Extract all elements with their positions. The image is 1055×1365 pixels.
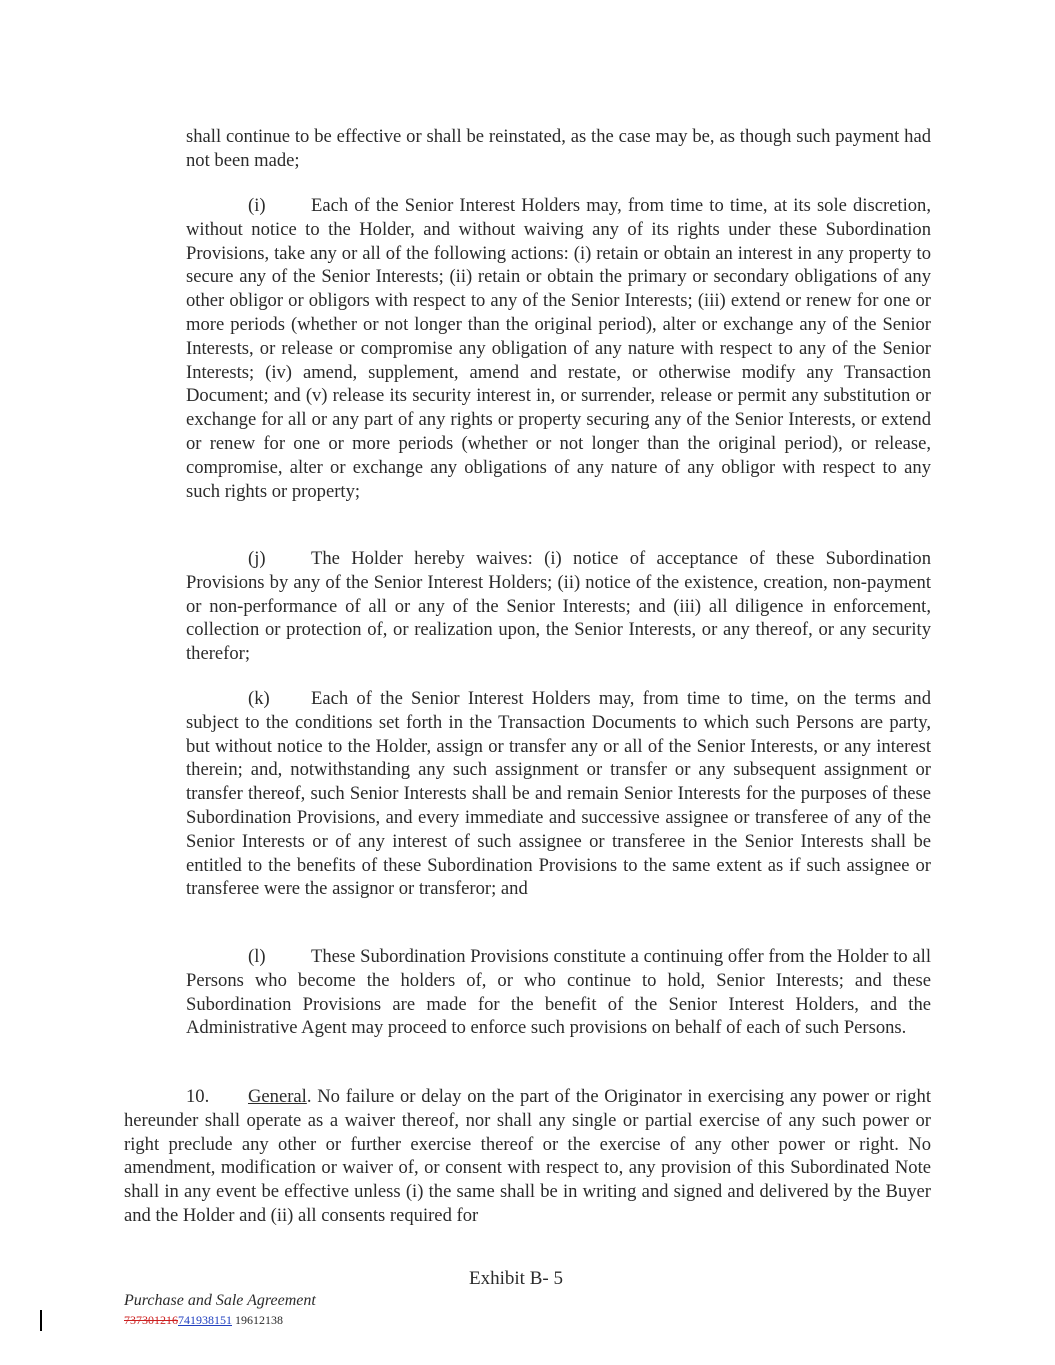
section-10-text: No failure or delay on the part of the Originator in exercising any power or right hereunder shall operate as a waiver thereof, nor shall any single or partial exercise of any such power or right preclude any other or further exercise thereof or the exercise of any other power or right. No amendment, modification or waiver of, or consent with respect to, any provision of this Subordinated Note shall in any event be effective unless (i) the same shall be in writing and signed and delivered by the Buyer and the Holder and (ii) all consents required for (124, 1086, 931, 1226)
section-10-heading: General (248, 1086, 307, 1107)
clause-j-text: The Holder hereby waives: (i) notice of acceptance of these Subordination Provisions by any of the Senior Interest Holders; (ii) notice of the existence, creation, non-payment or non-performance of all or any of the Senior Interests; and (iii) all diligence in enforcement, collection or protection of, or realization upon, the Senior Interests, or any thereof, or any security therefor; (186, 548, 931, 665)
deleted-doc-id: 737301216 (124, 1313, 178, 1327)
section-10: 10. General. No failure or delay on the part of the Originator in exercising any power or right hereunder shall operate as a waiver thereof, nor shall any single or partial exercise of any such power or right preclude any other or further exercise thereof or the exercise of any other power or right. No amendment, modification or waiver of, or consent with respect to, any provision of this Subordinated Note shall in any event be effective unless (i) the same shall be in writing and signed and delivered by the Buyer and the Holder and (ii) all consents required for (124, 1086, 931, 1226)
clause-i-label: (i) (248, 195, 266, 216)
clause-l-text: These Subordination Provisions constitute a continuing offer from the Holder to all Persons who become the holders of, or who continue to hold, Senior Interests; and these Subordination Provisions are made for the benefit of the Senior Interest Holders, and the Administrative Agent may proceed to enforce such provisions on behalf of each of such Persons. (186, 946, 931, 1039)
section-10-number: 10. (186, 1086, 210, 1107)
clause-i (186, 194, 931, 503)
clause-j (186, 547, 931, 666)
document-ids (124, 1313, 283, 1328)
clause-i-text: Each of the Senior Interest Holders may, from time to time, at its sole discretion, without notice to the Holder, and without waiving any of its rights under these Subordination Provisions, take any or all of the following actions: (i) retain or obtain an interest in any property to secure any of the Senior Interests; (ii) retain or obtain the primary or secondary obligations of any other obligor or obligors with respect to any of the Senior Interests; (iii) extend or renew for one or more periods (whether or not longer than the original period), alter or exchange any of the Senior Interests, or release or compromise any obligation of any nature with respect to any of the Senior Interests; (iv) amend, supplement, amend and restate, or otherwise modify any Transaction Document; and (v) release its security interest in, or surrender, release or permit any substitution or exchange for all or any part of any rights or property securing any of the Senior Interests, or extend or renew for one or more periods (whether or not longer than the original period), or release, compromise, alter or exchange any obligations of any nature of any obligor with respect to any such rights or property; (186, 195, 931, 502)
clause-l-label: (l) (248, 946, 266, 967)
doc-id: 19612138 (232, 1313, 283, 1327)
continuation-text: shall continue to be effective or shall be reinstated, as the case may be, as though such payment had not been made; (186, 126, 931, 171)
change-bar (40, 1310, 42, 1331)
agreement-title: Purchase and Sale Agreement (124, 1292, 316, 1309)
clause-k (186, 687, 931, 901)
continuation-paragraph (186, 125, 931, 173)
clause-l (186, 945, 931, 1040)
clause-k-label: (k) (248, 688, 270, 709)
clause-k-text: Each of the Senior Interest Holders may, from time to time, on the terms and subject to the conditions set forth in the Transaction Documents to which such Persons are party, but without notice to the Holder, assign or transfer any or all of the Senior Interests, or any interest therein; and, notwithstanding any such assignment or transfer or any subsequent assignment or transfer thereof, such Senior Interests shall be and remain Senior Interests for the purposes of these Subordination Provisions, and every immediate and successive assignee or transferee of any of the Senior Interests or of any interest of such assignee or transferee in the Senior Interests shall be entitled to the benefits of these Subordination Provisions to the same extent as if such assignee or transferee were the assignor or transferor; and (186, 688, 931, 900)
clause-j-label: (j) (248, 548, 266, 569)
inserted-doc-id: 741938151 (178, 1313, 232, 1327)
exhibit-page-label: Exhibit B- 5 (469, 1268, 563, 1289)
